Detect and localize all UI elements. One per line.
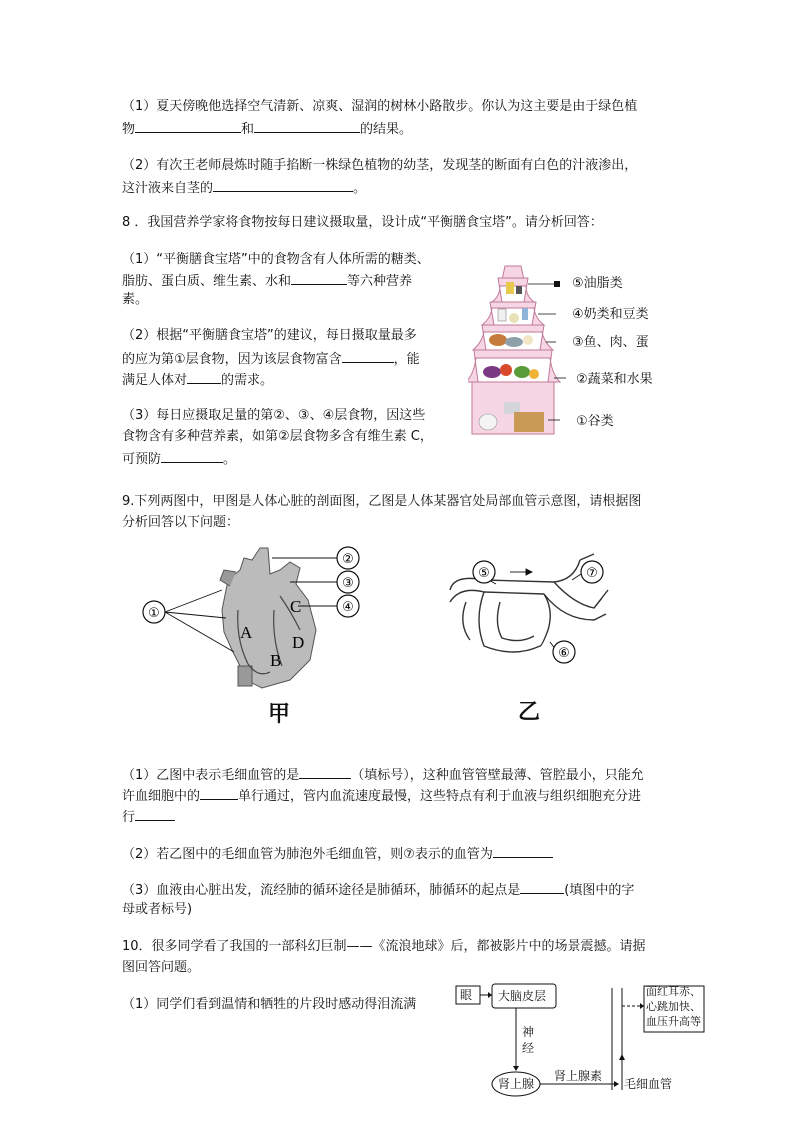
q9-s1-line1: （1）乙图中表示毛细血管的是 （填标号），这种血管管壁最薄、管腔最小，只能允 [122, 764, 644, 786]
pyramid-level-2 [468, 350, 560, 382]
q8-s3-line3: 可预防 。 [122, 448, 236, 470]
q8-blank-3[interactable] [187, 369, 221, 384]
vessel-svg [444, 550, 614, 670]
capillary-loop-3 [540, 594, 550, 646]
bread-icon [514, 412, 544, 432]
q9-s3-line2: 母或者标号) [122, 902, 193, 917]
heart-figure [140, 540, 380, 740]
egg-icon [523, 335, 533, 345]
heart-letter-D: D [292, 633, 305, 652]
nerve-label: 神经 [522, 1025, 535, 1055]
capillary-loop-2 [497, 602, 534, 641]
q9-stem-line1: 9.下列两图中，甲图是人体心脏的剖面图，乙图是人体某器官处局部血管示意图，请根据图 [122, 494, 642, 509]
pyramid-label-4: ④奶类和豆类 [572, 307, 649, 322]
bun-icon [479, 414, 497, 430]
eggplant-icon [483, 366, 501, 378]
marker-2-label: ② [342, 552, 354, 567]
heart-body [222, 548, 316, 688]
marker-7-label: ⑦ [586, 566, 598, 581]
venule-right [554, 582, 602, 608]
q8-s2-line2: 的应为第①层食物，因为该层食物富含 ，能 [122, 348, 420, 370]
venule-bottom [544, 594, 606, 620]
effect-3: 血压升高等 [646, 1016, 701, 1028]
milk-carton-icon [522, 308, 528, 320]
fruit-icon [529, 369, 539, 379]
meat-icon [489, 334, 507, 346]
effect-2: 心跳加快、 [646, 1001, 701, 1013]
hormone-label: 肾上腺素 [554, 1069, 603, 1083]
food-pyramid-figure [468, 262, 668, 442]
fig-jia-caption: 甲 [268, 702, 291, 727]
pyramid-label-2: ②蔬菜和水果 [576, 372, 653, 387]
q8-blank-1[interactable] [291, 270, 347, 285]
arteriole-top [450, 560, 580, 590]
q7-line3: （2）有次王老师晨炼时随手掐断一株绿色植物的幼茎，发现茎的断面有白色的汁液渗出， [122, 158, 638, 173]
heart-letter-C: C [290, 597, 302, 616]
q7-line2: 物 和 的结果。 [122, 118, 412, 140]
fig-yi-caption: 乙 [518, 700, 541, 725]
q8-s3-line2: 食物含有多种营养素，如第②层食物多含有维生素 C， [122, 429, 433, 444]
vessel-figure [444, 550, 614, 740]
q9-blank-1[interactable] [299, 764, 351, 779]
heart-letter-A: A [240, 623, 253, 642]
eye-label: 眼 [460, 988, 473, 1002]
q10-stem-line1: 10．很多同学看了我国的一部科幻巨制——《流浪地球》后，都被影片中的场景震撼。请据 [122, 939, 646, 954]
marker-4-label: ④ [342, 600, 354, 615]
q9-blank-3[interactable] [135, 806, 175, 821]
q8-blank-2[interactable] [342, 348, 394, 363]
q10-stem-line2: 图回答问题。 [122, 960, 201, 975]
beans-icon [509, 313, 519, 323]
side-branch [463, 602, 470, 640]
q9-s1-line3: 行 [122, 806, 175, 828]
pyramid-label-3: ③鱼、肉、蛋 [572, 335, 649, 350]
effect-1: 面红耳赤、 [646, 986, 701, 998]
heart-letter-B: B [270, 651, 282, 670]
marker-6-label: ⑥ [558, 646, 570, 661]
q9-blank-5[interactable] [520, 879, 564, 894]
q9-blank-2[interactable] [200, 785, 238, 800]
marker-3-label: ③ [342, 576, 354, 591]
adrenal-label: 肾上腺 [498, 1077, 535, 1091]
q9-blank-4[interactable] [493, 843, 553, 858]
q7-blank-3[interactable] [213, 177, 353, 192]
q8-s2-line1: （2）根据“平衡膳食宝塔”的建议，每日摄取量最多 [122, 328, 417, 343]
capillary-loop-1 [479, 592, 540, 652]
q7-blank-1[interactable] [135, 118, 241, 133]
butter-icon [516, 286, 522, 294]
fish-icon [505, 337, 523, 347]
q9-s3-line1: （3）血液由心脏出发，流经肺的循环途径是肺循环，肺循环的起点是 (填图中的字 [122, 879, 634, 901]
q9-s1-line2: 许血细胞中的 单行通过，管内血流速度最慢，这些特点有利于血液与组织细胞充分进 [122, 785, 641, 807]
reflex-diagram [452, 980, 712, 1100]
q9-s2: （2）若乙图中的毛细血管为肺泡外毛细血管，则⑦表示的血管为 [122, 843, 553, 865]
q7-blank-2[interactable] [254, 118, 360, 133]
q7-line1: （1）夏天傍晚他选择空气清新、凉爽、湿润的树林小路散步。你认为这主要是由于绿色植 [122, 99, 638, 114]
arteriole-bottom [450, 590, 544, 602]
q8-stem: 8 ．我国营养学家将食物按每日建议摄取量，设计成“平衡膳食宝塔”。请分析回答： [122, 215, 603, 230]
q8-s2-line3: 满足人体对 的需求。 [122, 369, 273, 391]
marker-5-label: ⑤ [478, 566, 490, 581]
heart-svg [140, 540, 380, 740]
inferior-vena-cava [238, 666, 252, 686]
tomato-icon [500, 364, 512, 376]
capillary-label: 毛细血管 [624, 1077, 673, 1091]
q7-line4: 这汁液来自茎的 。 [122, 177, 366, 199]
marker-1-label: ① [148, 606, 160, 621]
pyramid-label-1: ①谷类 [576, 414, 614, 429]
q8-s1-line3: 素。 [122, 292, 149, 307]
q10-s1: （1）同学们看到温情和牺牲的片段时感动得泪流满 [122, 997, 417, 1012]
q8-s1-line1: （1）“平衡膳食宝塔”中的食物含有人体所需的糖类、 [122, 252, 430, 267]
q8-s3-line1: （3）每日应摄取足量的第②、③、④层食物，因这些 [122, 408, 426, 423]
oil-bottle-icon [506, 282, 514, 294]
pyramid-label-5: ⑤油脂类 [572, 276, 623, 291]
q9-stem-line2: 分析回答以下问题： [122, 515, 240, 530]
cortex-label: 大脑皮层 [498, 989, 547, 1003]
q8-blank-4[interactable] [161, 448, 223, 463]
milk-icon [498, 309, 506, 321]
q8-s1-line2: 脂肪、蛋白质、维生素、水和 等六种营养 [122, 270, 412, 292]
vegetable-icon [514, 366, 530, 378]
